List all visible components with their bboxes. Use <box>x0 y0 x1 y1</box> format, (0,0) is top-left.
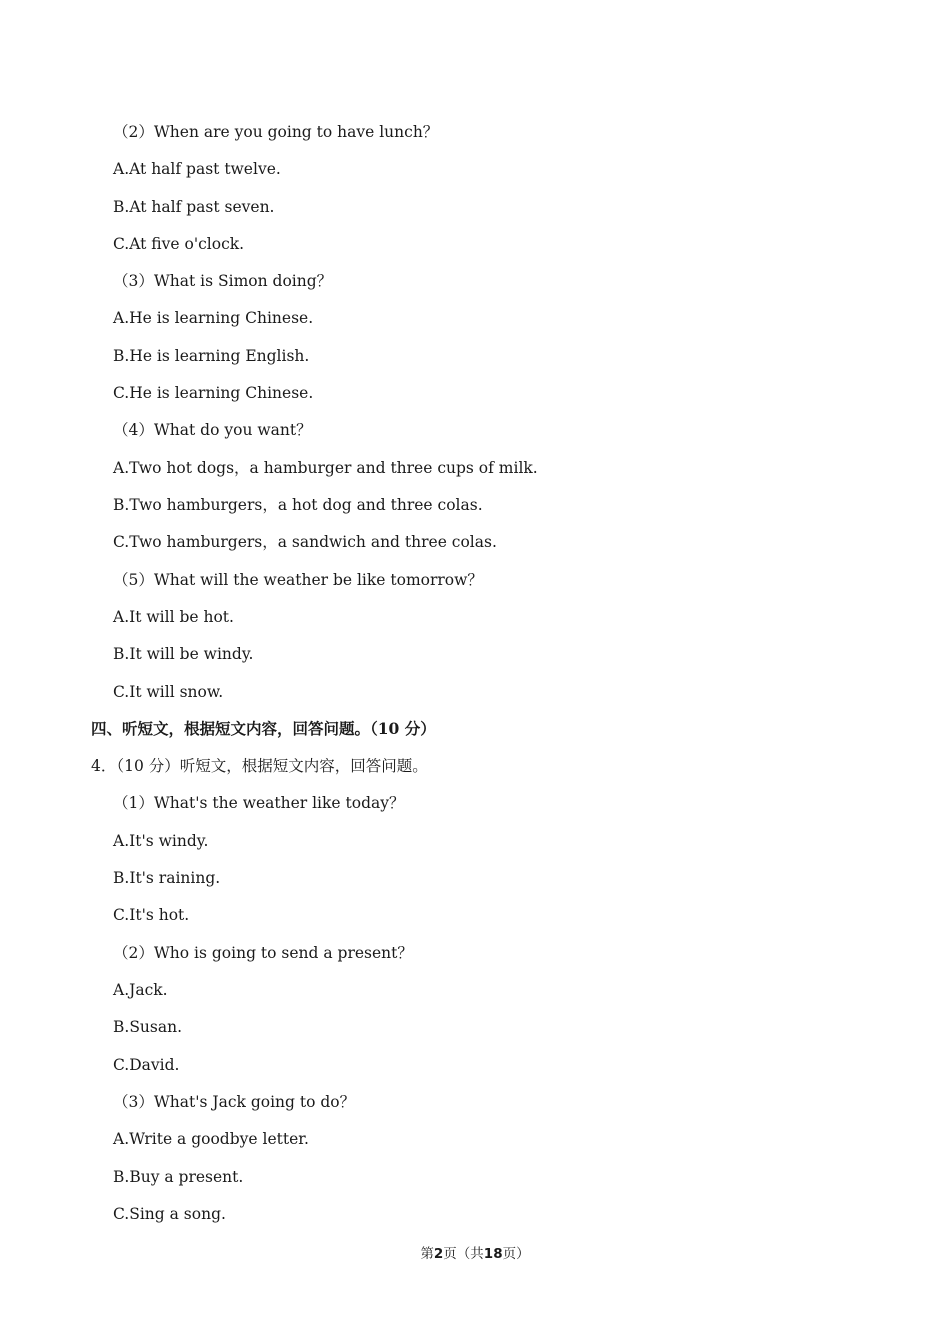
question-heading: 4．（10 分）听短文，根据短文内容，回答问题。 <box>91 757 428 775</box>
section-heading: 四、听短文，根据短文内容，回答问题。（10 分） <box>91 719 436 738</box>
footer-suffix: 页） <box>502 1246 530 1262</box>
option-b: B.Two hamburgers，a hot dog and three colas. <box>113 496 483 514</box>
option-b: B.It's raining. <box>113 869 221 887</box>
option-a: A.At half past twelve. <box>113 160 281 178</box>
option-c: C.It will snow. <box>113 683 224 701</box>
option-a: A.It will be hot. <box>113 608 234 626</box>
page-number: 2 <box>433 1246 444 1262</box>
question-3: （3）What's Jack going to do？ <box>113 1093 356 1111</box>
question-4: （4）What do you want？ <box>113 421 312 439</box>
question-3: （3）What is Simon doing？ <box>113 272 333 290</box>
question-5: （5）What will the weather be like tomorrow？ <box>113 571 483 589</box>
option-c: C.It's hot. <box>113 906 190 924</box>
option-a: A.Write a goodbye letter. <box>113 1130 309 1148</box>
question-1: （1）What's the weather like today？ <box>113 794 405 812</box>
option-c: C.David. <box>113 1056 180 1074</box>
option-a: A.It's windy. <box>113 832 209 850</box>
option-b: B.It will be windy. <box>113 645 254 663</box>
option-b: B.Buy a present. <box>113 1168 244 1186</box>
option-a: A.Jack. <box>113 981 168 999</box>
footer-prefix: 第 <box>420 1246 434 1262</box>
option-b: B.He is learning English. <box>113 347 310 365</box>
footer-middle: 页（共 <box>443 1246 484 1262</box>
option-b: B.At half past seven. <box>113 198 275 216</box>
option-a: A.Two hot dogs，a hamburger and three cups of milk. <box>113 459 538 477</box>
total-pages: 18 <box>483 1246 503 1262</box>
option-a: A.He is learning Chinese. <box>113 309 314 327</box>
question-2: （2）When are you going to have lunch？ <box>113 123 439 141</box>
question-2: （2）Who is going to send a present？ <box>113 944 413 962</box>
option-b: B.Susan. <box>113 1018 183 1036</box>
option-c: C.At five o'clock. <box>113 235 245 253</box>
option-c: C.He is learning Chinese. <box>113 384 314 402</box>
option-c: C.Sing a song. <box>113 1205 226 1223</box>
option-c: C.Two hamburgers，a sandwich and three colas. <box>113 533 497 551</box>
page-footer <box>0 1244 950 1264</box>
